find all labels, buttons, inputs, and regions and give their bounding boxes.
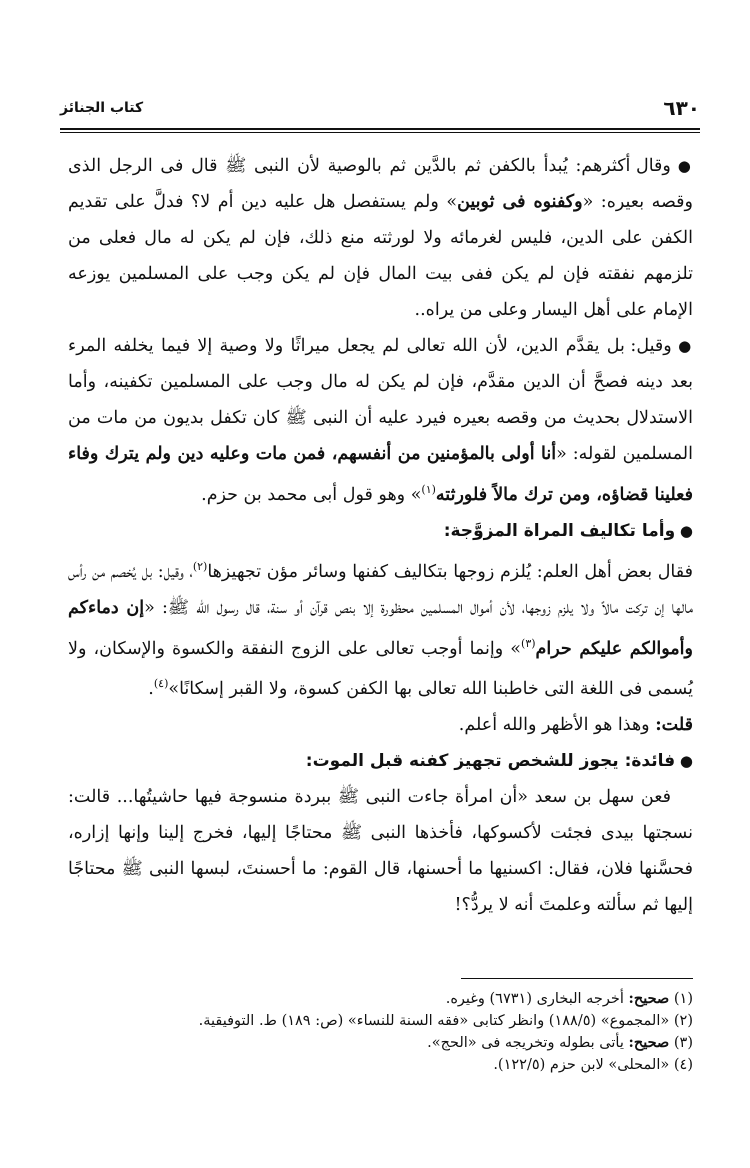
page-number: ٦٣٠ xyxy=(663,96,700,120)
footnote-ref: (٤) xyxy=(153,677,169,691)
footnotes-rule xyxy=(461,978,693,979)
section-heading-1: ● وأما تكاليف المراة المزوَّجة: xyxy=(68,513,693,549)
footnote-4: (٤) «المحلى» لابن حزم (١٢٢/٥). xyxy=(493,1057,693,1073)
footnote-ref: (١) xyxy=(421,483,436,496)
footnote-ref: (٣) xyxy=(521,636,536,650)
paragraph-3: فقال بعض أهل العلم: يُلزم زوجها بتكاليف كفنها وسائر مؤن تجهيزها$^{(٢)}$، وقيل: بل يُخصم من رأس مالها إن تركت مالاً ولا يلزم زوجها، لأن أموال المسلمين محظورة إلا بنص قرآن أو سنة، قال رسول الله ﷺ: «إن دماءكم وأموالكم عليكم حرام$^{(٣)}$» وإنما أوجب تعالى على الزوج النفقة والكسوة والإسكان، ولا يُسمى فى اللغة التى خاطبنا الله تعالى بها الكفن كسوة، ولا القبر إسكانًا»$^{(٤)}$. xyxy=(68,559,693,700)
paragraph-2: ● وقيل: بل يقدَّم الدين، لأن الله تعالى لم يجعل ميراثًا ولا وصية إلا فيما يخلفه المرء بعد دينه فصحَّ أن الدين مقدَّم، فإن لم يكن له مال وجب على المسلمين تكفينه، وأما الاستدلال بحديث من وقصه بعيره فيرد عليه أن النبى ﷺ كان تكفل بديون من مات من المسلمين لقوله: «أنا أولى بالمؤمنين من أنفسهم، فمن مات وعليه دين ولم يترك وفاء فعلينا قضاؤه، ومن ترك مالاً فلورثته$^{(١)}$» وهو قول أبى محمد بن حزم. xyxy=(68,328,693,513)
section-heading-2: ● فائدة: يجوز للشخص تجهيز كفنه قبل الموت: xyxy=(68,743,693,779)
header-rule xyxy=(60,128,700,133)
page-header xyxy=(60,96,700,126)
footnote-1: (١) صحيح: أخرجه البخارى (٦٧٣١) وغيره. xyxy=(445,990,693,1007)
bullet-icon xyxy=(671,156,693,176)
bullet-icon xyxy=(675,521,693,541)
bullet-icon xyxy=(675,751,693,771)
footnotes xyxy=(68,988,693,1076)
main-text xyxy=(68,148,693,923)
footnote-ref: (٢) xyxy=(192,559,208,573)
paragraph-5: فعن سهل بن سعد «أن امرأة جاءت النبى ﷺ ببردة منسوجة فيها حاشيتُها... قالت: نسجتها بيدى فجئت لأكسوكها، فأخذها النبى ﷺ محتاجًا إليها، فخرج إلينا وإنها إزاره، فحسَّنها فلان، فقال: اكسنيها ما أحسنها، قال القوم: ما أحسنتَ، لبسها النبى ﷺ محتاجًا إليها ثم سألته وعلمتَ أنه لا يردُّ؟! xyxy=(68,787,693,916)
footnote-2: (٢) «المجموع» (١٨٨/٥) وانظر كتابى «فقه السنة للنساء» (ص: ١٨٩) ط. التوفيقية. xyxy=(198,1013,693,1029)
running-head: كتاب الجنائز xyxy=(60,100,144,116)
footnote-3: (٣) صحيح: يأتى بطوله وتخريجه فى «الحج». xyxy=(427,1034,693,1051)
paragraph-1: ● وقال أكثرهم: يُبدأ بالكفن ثم بالدَّين ثم بالوصية لأن النبى ﷺ قال فى الرجل الذى وقصه بعيره: «وكفنوه فى ثوبين» ولم يستفصل هل عليه دين أم لا؟ فدلَّ على تقديم الكفن على الدين، فليس لغرمائه ولا لورثته منع ذلك، فإن لم يكن له مال فعلى من تلزمهم نفقته فإن لم يكن ففى بيت المال فإن لم يكن وجب على المسلمين يوزعه الإمام على أهل اليسار وعلى من يراه.. xyxy=(68,148,693,328)
bullet-icon xyxy=(672,336,693,356)
paragraph-4: قلت: وهذا هو الأظهر والله أعلم. xyxy=(458,715,693,736)
